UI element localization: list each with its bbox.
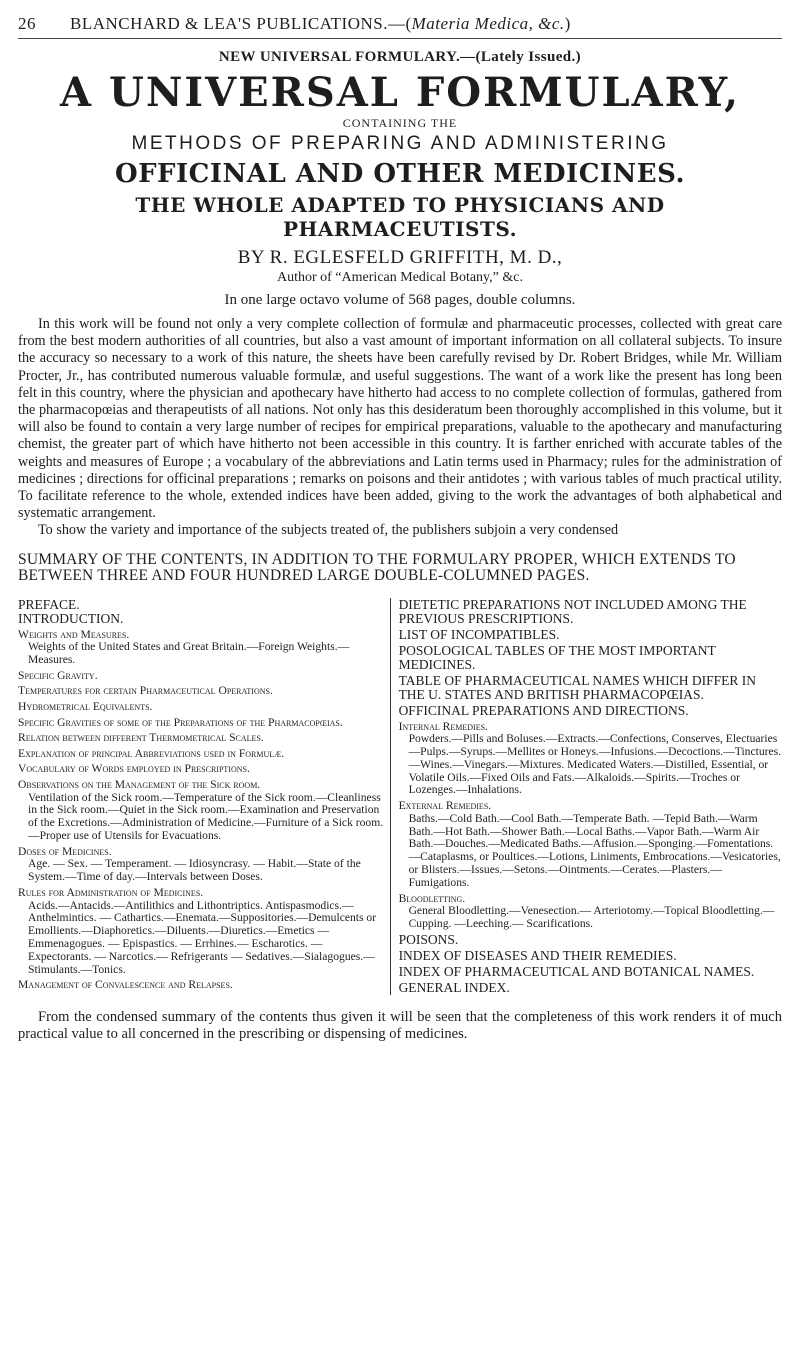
general-index-entry: GENERAL INDEX. — [398, 979, 510, 995]
internal-body: Powders.—Pills and Boluses.—Extracts.—Confections, Conserves, Electuaries —Pulps.—Syrups.—Mellites or Honeys.—Infusions.—Decoctions.—Tinctures.—Wines.—Vinegars.—Mixtures. Medicated Waters.—Distilled, Essential, or Volatile Oils.—Fixed Oils and Fats.—Alkaloids.—Spirits.—Troches or Lozenges.—Inhalations. — [408, 732, 782, 797]
preface-entry: PREFACE. — [18, 596, 80, 612]
running-title — [70, 14, 571, 34]
intro-paragraph: To show the variety and importance of the subjects treated of, the publishers subjoin a very condensed — [38, 522, 619, 539]
running-title-main: BLANCHARD & LEA'S PUBLICATIONS.—( — [70, 14, 412, 33]
table-names-entry: TABLE OF PHARMACEUTICAL NAMES WHICH DIFFER IN THE U. STATES AND BRITISH PHARMACOPŒIAS. — [398, 672, 756, 702]
main-title: A UNIVERSAL FORMULARY, — [60, 69, 740, 116]
closing-paragraph: From the condensed summary of the contents thus given it will be seen that the completeness of this work renders it of much practical value to all concerned in the prescribing or dispensing of medicines. — [18, 1008, 782, 1042]
rules-body: Acids.—Antacids.—Antilithics and Lithontriptics. Antispasmodics.— Anthelmintics. — Cathartics.—Enemata.—Suppositories.—Demulcents or Emollients.—Diaphoretics.—Diluents.—Diuretics.—Emetics — Emmenagogues. — Epispastics. — Errhines.— Escharotics. — Expectorants. — Narcotics.— Refrigerants — Sedatives.—Sialagogues.—Stimulants.—Tonics. — [28, 898, 377, 976]
observations-body: Ventilation of the Sick room.—Temperature of the Sick room.—Cleanliness in the Sick room.—Quiet in the Sick room.—Examination and Preservation of the Excretions.—Administration of Medicine.—Furniture of a Sick room.—Proper use of Utensils for Evacuations. — [28, 790, 384, 842]
officinal-preparations-entry: OFFICINAL PREPARATIONS AND DIRECTIONS. — [398, 702, 689, 718]
poisons-entry: POISONS. — [398, 931, 459, 947]
kicker: NEW UNIVERSAL FORMULARY.—(Lately Issued.) — [218, 49, 582, 65]
introduction-entry: INTRODUCTION. — [18, 610, 124, 626]
right-column — [391, 598, 782, 995]
gravities-heading: Specific Gravities of some of the Preparations of the Pharmacopœias. — [18, 715, 343, 729]
page-number: 26 — [18, 14, 36, 33]
containing-line: CONTAINING THE — [342, 116, 458, 130]
vocabulary-heading: Vocabulary of Words employed in Prescriptions. — [18, 762, 250, 776]
author-credit: Author of “American Medical Botany,” &c. — [277, 270, 523, 285]
running-title-end: ) — [564, 14, 571, 33]
contents-columns — [18, 598, 782, 995]
intro-text — [18, 316, 782, 540]
temperatures-heading: Temperatures for certain Pharmaceutical Operations. — [18, 684, 273, 698]
running-title-italic: Materia Medica, &c. — [411, 14, 565, 33]
whole-adapted-line: THE WHOLE ADAPTED TO PHYSICIANS AND PHARMACEUTISTS. — [135, 193, 665, 241]
weights-body: Weights of the United States and Great Britain.—Foreign Weights.—Measures. — [28, 640, 350, 667]
external-body: Baths.—Cold Bath.—Cool Bath.—Temperate Bath. —Tepid Bath.—Warm Bath.—Hot Bath.—Shower Bath.—Local Baths.—Vapor Bath.—Warm Air Bath.—Douches.—Medicated Baths.—Affusion.—Sponging.—Fomentations.—Cataplasms, or Poultices.—Lotions, Liniments, Embrocations.—Vesicatories, or Blisters.—Issues.—Setons.—Ointments.—Cerates.—Plasters.—Fumigations. — [408, 811, 781, 889]
hydrometrical-heading: Hydrometrical Equivalents. — [18, 700, 153, 714]
page — [18, 12, 782, 1043]
management-heading: Management of Convalescence and Relapses. — [18, 978, 233, 992]
intro-paragraph: In this work will be found not only a very complete collection of formulæ and pharmaceutic processes, collected with great care from the best modern authorities of all countries, but also a vast amount of important information on all collateral subjects. To insure the accuracy so necessary to a work of this nature, the sheets have been carefully revised by Dr. Robert Bridges, while Mr. William Procter, Jr., has contributed numerous valuable formulæ, and useful suggestions. The want of a work like the present has long been felt in this country, where the physician and apothecary have hitherto had access to no complete collection of formulas, gathered from the pharmacopœias and therapeutists of all nations. Not only has this desideratum been thoroughly accomplished in this volume, but it will also be found to contain a very large number of recipes for empirical preparations, valuable to the apothecary and manufacturing chemist, the greater part of which have hitherto not been accessible in this country. It is farther enriched with accurate tables of the weights and measures of Europe ; a vocabulary of the abbreviations and Latin terms used in Pharmacy; rules for the administration of medicines ; directions for officinal preparations ; remarks on poisons and their antidotes ; with various tables of much practical utility. To facilitate reference to the whole, extended indices have been added, giving to the work the advantages of both alphabetical and systematic arrangement. — [18, 316, 782, 522]
officinal-line: OFFICINAL AND OTHER MEDICINES. — [114, 159, 686, 189]
bloodletting-heading: Bloodletting. — [398, 891, 466, 905]
running-head — [18, 12, 782, 39]
left-column — [18, 598, 391, 995]
index-diseases-entry: INDEX OF DISEASES AND THEIR REMEDIES. — [398, 947, 677, 963]
doses-heading: Doses of Medicines. — [18, 844, 112, 858]
explanation-heading: Explanation of principal Abbreviations used in Formulæ. — [18, 746, 285, 760]
doses-body: Age. — Sex. — Temperament. — Idiosyncrasy. — Habit.—State of the System.—Time of day.—Intervals between Doses. — [28, 857, 361, 884]
incompatibles-entry: LIST OF INCOMPATIBLES. — [398, 626, 560, 642]
index-names-entry: INDEX OF PHARMACEUTICAL AND BOTANICAL NAMES. — [398, 963, 755, 979]
dietetic-entry: DIETETIC PREPARATIONS NOT INCLUDED AMONG THE PREVIOUS PRESCRIPTIONS. — [398, 596, 747, 626]
summary-heading: SUMMARY OF THE CONTENTS, IN ADDITION TO THE FORMULARY PROPER, WHICH EXTENDS TO BETWEEN THREE AND FOUR HUNDRED LARGE DOUBLE-COLUMNED PAGES. — [18, 550, 736, 584]
relation-heading: Relation between different Thermometrical Scales. — [18, 731, 264, 745]
bloodletting-body: General Bloodletting.—Venesection.— Arteriotomy.—Topical Bloodletting.—Cupping. —Leeching.— Scarifications. — [408, 904, 775, 930]
posological-entry: POSOLOGICAL TABLES OF THE MOST IMPORTANT MEDICINES. — [398, 642, 716, 672]
rules-heading: Rules for Administration of Medicines. — [18, 885, 204, 899]
author-line: BY R. EGLESFELD GRIFFITH, M. D., — [237, 247, 563, 268]
weights-heading: Weights and Measures. — [18, 627, 130, 641]
observations-heading: Observations on the Management of the Sick room. — [18, 777, 261, 791]
external-heading: External Remedies. — [398, 799, 492, 813]
volume-line: In one large octavo volume of 568 pages, double columns. — [224, 292, 576, 308]
internal-heading: Internal Remedies. — [398, 719, 488, 733]
gravity-heading: Specific Gravity. — [18, 668, 98, 682]
methods-line: METHODS OF PREPARING AND ADMINISTERING — [131, 133, 669, 154]
